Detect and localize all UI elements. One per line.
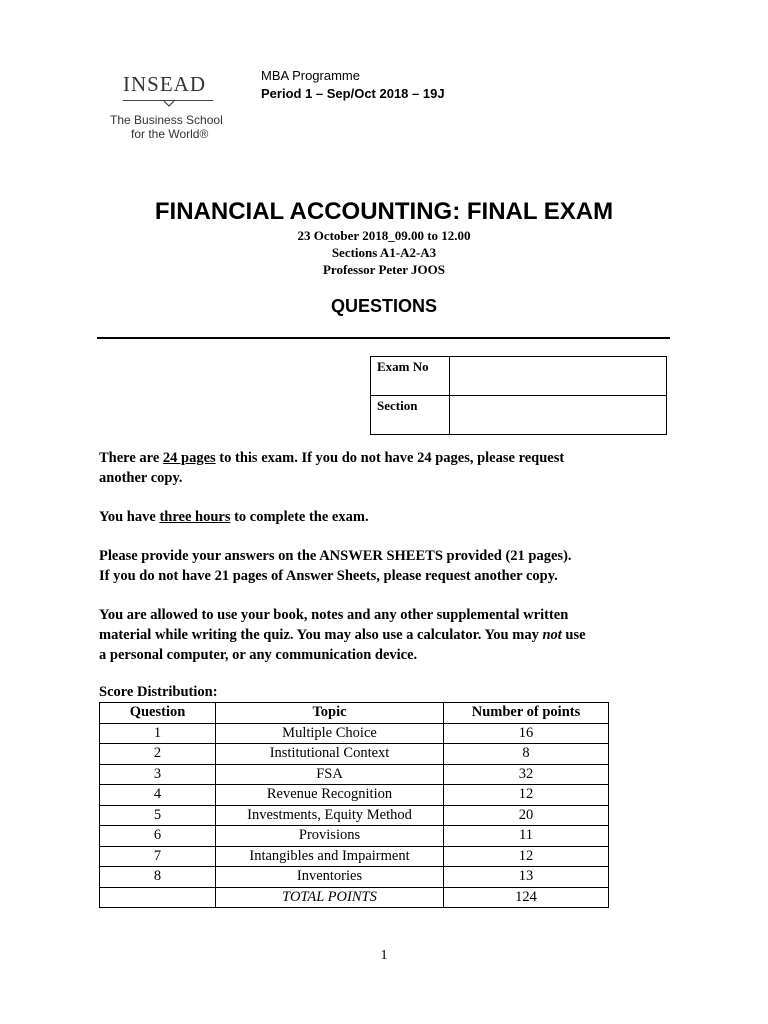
- insead-logo-wordmark: INSEAD: [123, 72, 206, 96]
- duration: three hours: [159, 509, 231, 525]
- score-table-header: [100, 703, 609, 724]
- exam-date: 23 October 2018_09.00 to 12.00: [297, 228, 471, 243]
- empty-cell: [100, 887, 216, 908]
- points-cell: 13: [444, 867, 609, 888]
- total-label: TOTAL POINTS: [216, 887, 444, 908]
- table-row: [100, 867, 609, 888]
- text: a personal computer, or any communication device.: [99, 647, 418, 663]
- score-distribution-label: Score Distribution:: [99, 684, 218, 700]
- question-cell: 4: [100, 785, 216, 806]
- question-cell: 6: [100, 826, 216, 847]
- programme-label: MBA Programme: [261, 68, 360, 83]
- exam-professor: Professor Peter JOOS: [322, 262, 446, 277]
- table-row: [100, 805, 609, 826]
- pages-instruction: [99, 448, 564, 488]
- table-row: [100, 764, 609, 785]
- text: You have: [99, 509, 160, 525]
- topic-cell: Revenue Recognition: [216, 785, 444, 806]
- topic-cell: Institutional Context: [216, 744, 444, 765]
- text: to this exam. If you do not have 24 pages, please request: [215, 450, 565, 466]
- time-instruction: [99, 507, 369, 527]
- question-cell: 2: [100, 744, 216, 765]
- topic-cell: Investments, Equity Method: [216, 805, 444, 826]
- section-label: Section: [371, 396, 450, 435]
- points-cell: 16: [444, 723, 609, 744]
- horizontal-rule: [97, 337, 670, 339]
- table-row: [100, 744, 609, 765]
- logo-chevron-icon: [162, 99, 176, 107]
- points-cell: 32: [444, 764, 609, 785]
- points-cell: 11: [444, 826, 609, 847]
- question-cell: 3: [100, 764, 216, 785]
- topic-cell: Provisions: [216, 826, 444, 847]
- logo-tagline-line2: for the World®: [131, 127, 209, 141]
- text: use: [561, 627, 586, 643]
- question-cell: 5: [100, 805, 216, 826]
- text: There are: [99, 450, 163, 466]
- table-row: [100, 723, 609, 744]
- points-cell: 8: [444, 744, 609, 765]
- section-field[interactable]: [450, 396, 667, 435]
- question-cell: 1: [100, 723, 216, 744]
- score-table: [99, 702, 609, 908]
- exam-no-label: Exam No: [371, 357, 450, 396]
- answer-sheets-instruction: [99, 546, 572, 586]
- topic-cell: Intangibles and Impairment: [216, 846, 444, 867]
- text: Please provide your answers on the ANSWER SHEETS provided (21 pages).: [99, 548, 572, 564]
- points-cell: 12: [444, 785, 609, 806]
- points-cell: 12: [444, 846, 609, 867]
- topic-cell: FSA: [216, 764, 444, 785]
- total-row: [100, 887, 609, 908]
- questions-heading: QUESTIONS: [330, 296, 437, 316]
- pages-count: 24 pages: [162, 450, 216, 466]
- table-row: [100, 785, 609, 806]
- exam-info-box: [370, 356, 667, 435]
- question-cell: 8: [100, 867, 216, 888]
- page-number: 1: [380, 948, 388, 963]
- column-header: Number of points: [444, 703, 609, 724]
- text: If you do not have 21 pages of Answer Sheets, please request another copy.: [99, 568, 558, 584]
- emphasis: not: [542, 627, 562, 643]
- text: You are allowed to use your book, notes and any other supplemental written: [99, 607, 569, 623]
- exam-sections: Sections A1-A2-A3: [331, 245, 437, 260]
- exam-no-field[interactable]: [450, 357, 667, 396]
- question-cell: 7: [100, 846, 216, 867]
- points-cell: 20: [444, 805, 609, 826]
- materials-instruction: [99, 605, 586, 665]
- logo-tagline-line1: The Business School: [110, 113, 223, 127]
- total-value: 124: [444, 887, 609, 908]
- text: to complete the exam.: [230, 509, 369, 525]
- column-header: Topic: [216, 703, 444, 724]
- table-row: [100, 846, 609, 867]
- text: another copy.: [99, 470, 183, 486]
- table-row: [100, 826, 609, 847]
- text: material while writing the quiz. You may also use a calculator. You may: [99, 627, 543, 643]
- topic-cell: Inventories: [216, 867, 444, 888]
- topic-cell: Multiple Choice: [216, 723, 444, 744]
- period-label: Period 1 – Sep/Oct 2018 – 19J: [261, 86, 445, 101]
- column-header: Question: [100, 703, 216, 724]
- exam-title: FINANCIAL ACCOUNTING: FINAL EXAM: [154, 198, 614, 225]
